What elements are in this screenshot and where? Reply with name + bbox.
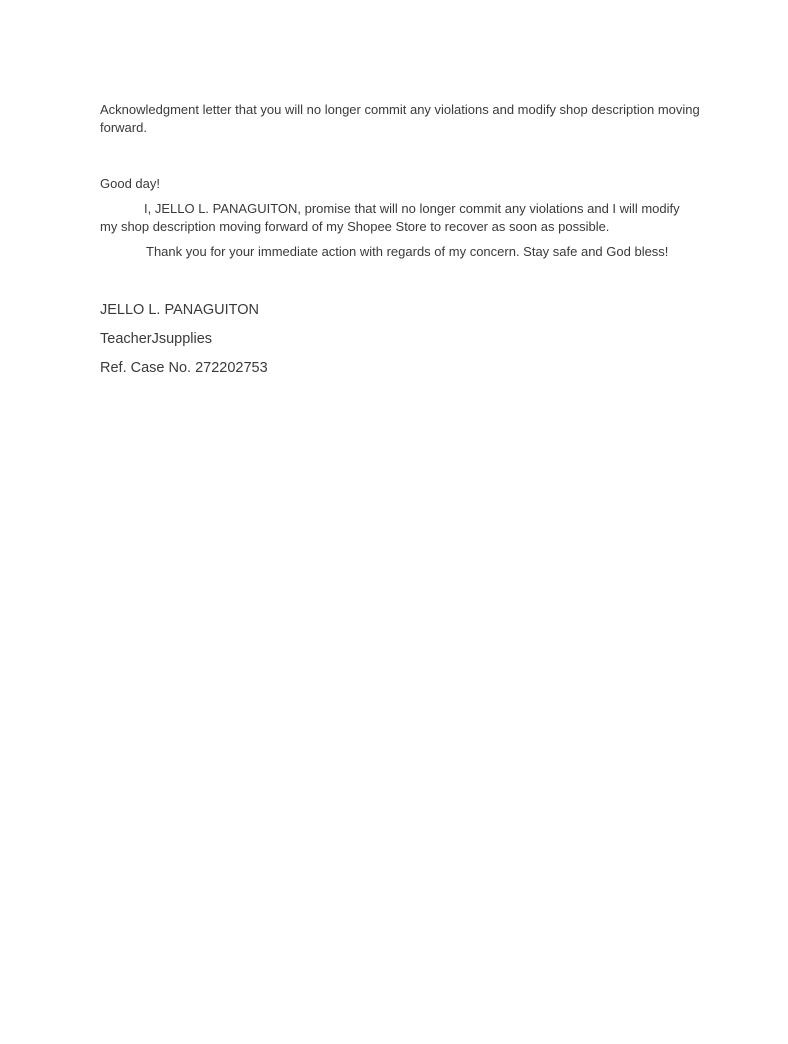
signature-block	[100, 301, 700, 377]
letter-body	[100, 101, 700, 388]
letter-paragraph-1	[100, 200, 700, 236]
letter-subject: Acknowledgment letter that you will no longer commit any violations and modify shop description moving forward.	[100, 102, 700, 135]
letter-greeting: Good day!	[100, 176, 160, 191]
signature-reference: Ref. Case No. 272202753	[100, 360, 268, 376]
signature-shop: TeacherJsupplies	[100, 331, 213, 347]
paragraph-2-text: Thank you for your immediate action with regards of my concern. Stay safe and God bless!	[146, 244, 669, 259]
signature-name: JELLO L. PANAGUITON	[100, 302, 260, 318]
letter-paragraph-2	[100, 243, 700, 261]
paragraph-1-text: I, JELLO L. PANAGUITON, promise that will no longer commit any violations and I will modify my shop description moving forward of my Shopee Store to recover as soon as possible.	[100, 201, 680, 234]
